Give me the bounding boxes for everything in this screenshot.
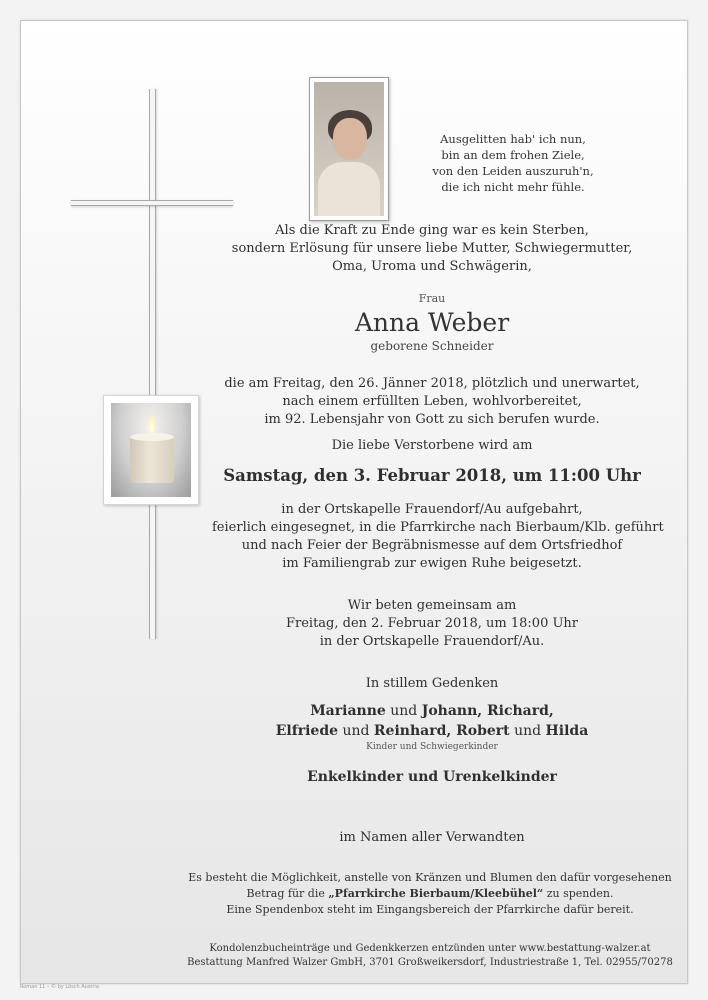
poem-line: bin an dem frohen Ziele, bbox=[441, 148, 585, 162]
poem-line: Ausgelitten hab' ich nun, bbox=[440, 132, 586, 146]
birth-name: geborene Schneider bbox=[370, 339, 494, 353]
mourner-name: Marianne bbox=[310, 703, 386, 719]
mourner-name: Reinhard, Robert bbox=[373, 723, 510, 739]
footer-line: Kondolenzbucheinträge und Gedenkkerzen entzünden unter www.bestattung-walzer.at bbox=[209, 943, 651, 954]
poem bbox=[413, 131, 613, 195]
children-label: Kinder und Schwiegerkinder bbox=[366, 742, 498, 752]
intro-text bbox=[212, 222, 652, 276]
donation-line: Eine Spendenbox steht im Eingangsbereich der Pfarrkirche dafür bereit. bbox=[226, 903, 634, 916]
candle-image bbox=[103, 395, 199, 505]
donation-text bbox=[180, 870, 680, 918]
death-text bbox=[212, 375, 652, 429]
funeral-line: in der Ortskapelle Frauendorf/Au aufgebahrt, bbox=[281, 502, 583, 517]
conjunction: und bbox=[338, 723, 374, 739]
intro-line: Oma, Uroma und Schwägerin, bbox=[332, 259, 532, 274]
funeral-line: im Familiengrab zur ewigen Ruhe beigesetzt. bbox=[282, 556, 582, 571]
death-line: nach einem erfüllten Leben, wohlvorbereitet, bbox=[282, 394, 582, 409]
cross-bar bbox=[71, 200, 233, 206]
candle-body bbox=[130, 437, 174, 483]
prayer-line: Freitag, den 2. Februar 2018, um 18:00 Uhr bbox=[285, 616, 579, 631]
children-line-1 bbox=[212, 701, 652, 721]
death-line: die am Freitag, den 26. Jänner 2018, plötzlich und unerwartet, bbox=[224, 376, 640, 391]
portrait-body bbox=[318, 162, 380, 216]
cross-icon bbox=[149, 89, 156, 639]
candle-flame-icon bbox=[148, 415, 156, 433]
candle-photo bbox=[111, 403, 191, 497]
poem-line: von den Leiden auszuruh'n, bbox=[432, 164, 594, 178]
footer-line: Bestattung Manfred Walzer GmbH, 3701 Großweikersdorf, Industriestraße 1, Tel. 02955/70278 bbox=[187, 957, 673, 968]
donation-text-post: zu spenden. bbox=[543, 887, 614, 900]
mourner-name: Elfriede bbox=[275, 723, 339, 739]
mourner-name: Johann, Richard, bbox=[421, 703, 554, 719]
mourning-heading: In stillem Gedenken bbox=[365, 676, 499, 691]
name-prefix: Frau bbox=[418, 292, 446, 305]
funeral-announce: Die liebe Verstorbene wird am bbox=[331, 438, 533, 453]
candle-top bbox=[130, 433, 174, 441]
donation-text-pre: Betrag für die bbox=[246, 887, 329, 900]
relatives: im Namen aller Verwandten bbox=[339, 830, 525, 845]
footer bbox=[180, 942, 680, 970]
poem-line: die ich nicht mehr fühle. bbox=[441, 180, 585, 194]
deceased-name: Anna Weber bbox=[354, 308, 510, 337]
donation-line: Es besteht die Möglichkeit, anstelle von Kränzen und Blumen den dafür vorgesehenen bbox=[188, 871, 672, 884]
intro-line: sondern Erlösung für unsere liebe Mutter, Schwiegermutter, bbox=[231, 241, 633, 256]
mourner-name: Hilda bbox=[545, 723, 589, 739]
prayer-line: Wir beten gemeinsam am bbox=[347, 598, 517, 613]
death-line: im 92. Lebensjahr von Gott zu sich berufen wurde. bbox=[264, 412, 600, 427]
prayer-line: in der Ortskapelle Frauendorf/Au. bbox=[319, 634, 545, 649]
intro-line: Als die Kraft zu Ende ging war es kein Sterben, bbox=[275, 223, 589, 238]
funeral-date: Samstag, den 3. Februar 2018, um 11:00 Uhr bbox=[223, 466, 641, 485]
main-text bbox=[212, 222, 664, 847]
conjunction: und bbox=[509, 723, 546, 739]
children-names bbox=[212, 701, 652, 741]
grandchildren: Enkelkinder und Urenkelkinder bbox=[307, 769, 557, 785]
funeral-line: und nach Feier der Begräbnismesse auf dem Ortsfriedhof bbox=[241, 538, 623, 553]
donation-recipient: „Pfarrkirche Bierbaum/Kleebühel“ bbox=[328, 887, 544, 900]
portrait-photo bbox=[314, 82, 384, 216]
conjunction: und bbox=[385, 703, 422, 719]
prayer-text bbox=[212, 597, 652, 651]
donation-line-2 bbox=[180, 886, 680, 902]
credit: Roman 11 – © by Lösch Austria bbox=[20, 984, 99, 990]
children-line-2 bbox=[212, 721, 652, 741]
funeral-line: feierlich eingesegnet, in die Pfarrkirche nach Bierbaum/Klb. geführt bbox=[212, 520, 664, 535]
portrait-image bbox=[309, 77, 389, 221]
portrait-face bbox=[333, 118, 367, 160]
funeral-text bbox=[212, 501, 664, 573]
